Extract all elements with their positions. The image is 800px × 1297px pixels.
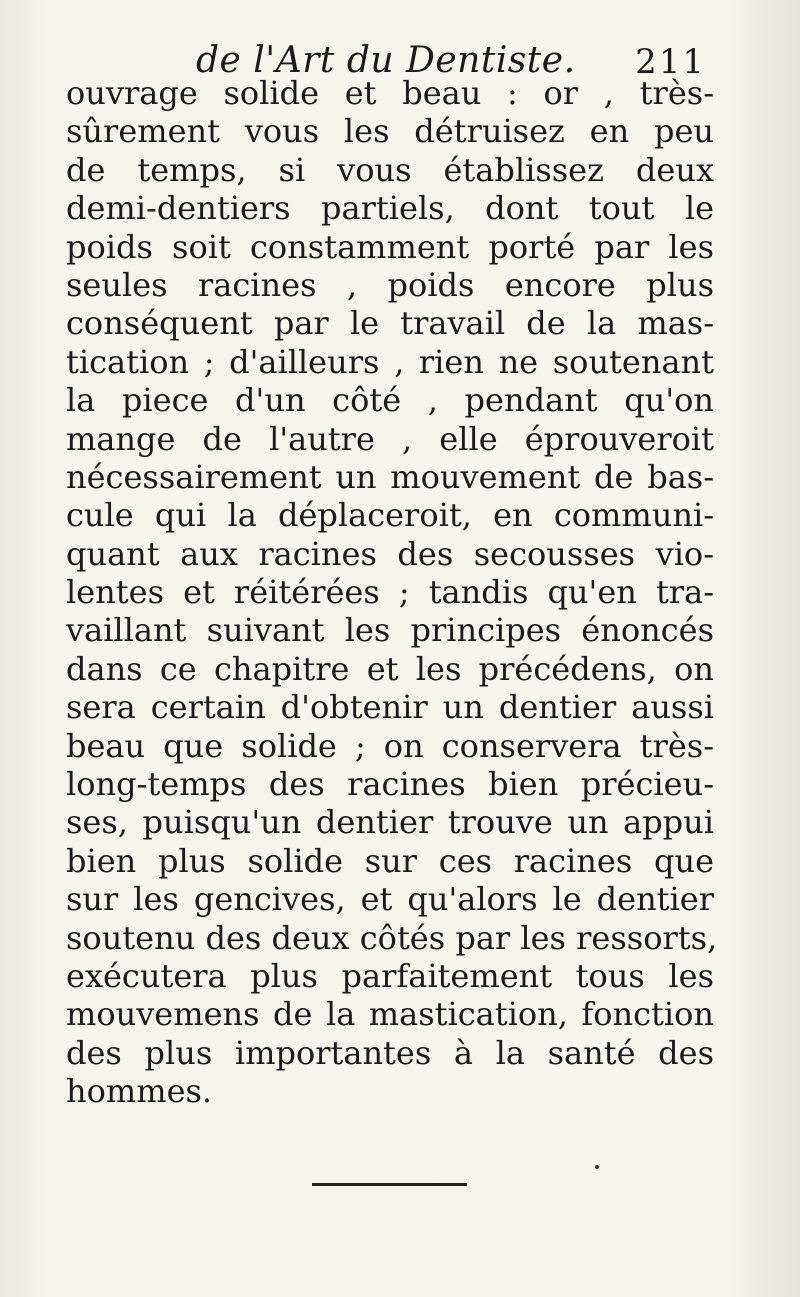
- text-line: sur les gencives, et qu'alors le dentier: [66, 880, 714, 919]
- text-line: demi-dentiers partiels, dont tout le: [66, 189, 714, 228]
- text-line: vaillant suivant les principes énoncés: [66, 611, 714, 650]
- text-line: la piece d'un côté , pendant qu'on: [66, 381, 714, 420]
- text-line: lentes et réitérées ; tandis qu'en tra-: [66, 573, 714, 612]
- text-line: conséquent par le travail de la mas-: [66, 304, 714, 343]
- text-line: soutenu des deux côtés par les ressorts,: [66, 918, 718, 957]
- text-line: cule qui la déplaceroit, en communi-: [66, 496, 714, 535]
- text-line: bien plus solide sur ces racines que: [66, 841, 714, 880]
- text-line: quant aux racines des secousses vio-: [66, 534, 714, 573]
- text-line: exécutera plus parfaitement tous les: [66, 956, 714, 995]
- text-line: ouvrage solide et beau : or , très-: [66, 74, 714, 112]
- text-line: sûrement vous les détruisez en peu: [66, 112, 714, 151]
- text-line: des plus importantes à la santé des: [66, 1033, 714, 1072]
- text-line: mange de l'autre , elle éprouveroit: [66, 419, 714, 458]
- body-text: [66, 74, 718, 1111]
- text-line: long-temps des racines bien précieu-: [66, 765, 714, 804]
- text-line: poids soit constamment porté par les: [66, 227, 714, 266]
- text-line: seules racines , poids encore plus: [66, 265, 714, 304]
- text-line: sera certain d'obtenir un dentier aussi: [66, 688, 714, 727]
- text-line: hommes.: [66, 1072, 213, 1111]
- text-line: dans ce chapitre et les précédens, on: [66, 649, 714, 688]
- text-line: tication ; d'ailleurs , rien ne soutenant: [66, 342, 714, 381]
- text-line: ses, puisqu'un dentier trouve un appui: [66, 803, 714, 842]
- text-line: de temps, si vous établissez deux: [66, 150, 714, 189]
- end-rule: [312, 1183, 467, 1186]
- ink-speck: [595, 1165, 599, 1169]
- running-title: de l'Art du Dentiste.: [196, 40, 576, 81]
- text-line: mouvemens de la mastication, fonction: [66, 995, 714, 1034]
- page-number: 211: [635, 42, 706, 82]
- text-line: nécessairement un mouvement de bas-: [66, 457, 714, 496]
- text-line: beau que solide ; on conservera très-: [66, 726, 714, 765]
